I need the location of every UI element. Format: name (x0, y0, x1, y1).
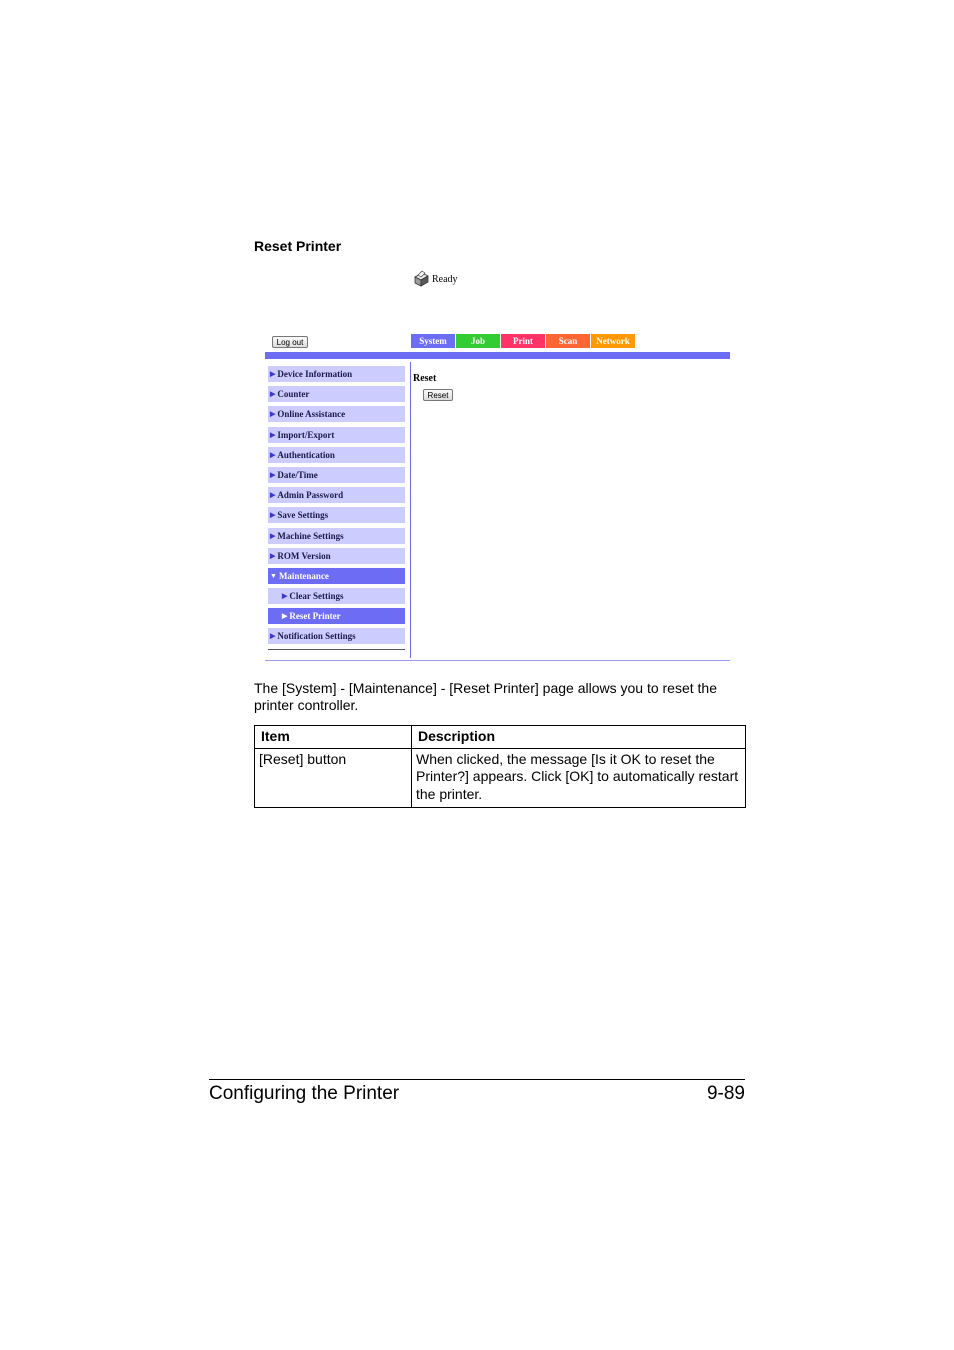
printer-status (412, 270, 458, 288)
description-table (254, 725, 746, 808)
table-header: Item (255, 726, 412, 749)
footer-divider (265, 660, 730, 661)
sidebar-item-maintenance[interactable] (268, 568, 405, 584)
reset-button[interactable]: Reset (423, 389, 453, 401)
sidebar-item-device-information[interactable] (268, 366, 405, 382)
arrow-right-icon: ▶ (270, 470, 276, 479)
table-cell: When clicked, the message [Is it OK to reset the Printer?] appears. Click [OK] to automatically restart the printer. (412, 748, 746, 808)
arrow-right-icon: ▶ (270, 450, 276, 459)
table-header: Description (412, 726, 746, 749)
arrow-right-icon: ▶ (270, 370, 276, 378)
tab-job[interactable]: Job (456, 334, 500, 348)
sidebar-item-admin-password[interactable] (268, 487, 405, 503)
arrow-right-icon: ▶ (270, 491, 276, 500)
arrow-right-icon: ▶ (270, 430, 276, 439)
sidebar-item-label: ROM Version (277, 550, 331, 561)
tab-network[interactable]: Network (591, 334, 635, 348)
arrow-right-icon: ▶ (270, 551, 276, 560)
sidebar-item-label: Online Assistance (277, 409, 346, 420)
sidebar-item-label: Device Information (277, 369, 353, 379)
footer-chapter-title: Configuring the Printer (209, 1083, 400, 1104)
table-row (255, 748, 746, 808)
sidebar-nav (268, 366, 405, 649)
sidebar-item-label: Admin Password (277, 490, 344, 501)
sidebar-item-reset-printer[interactable] (268, 608, 405, 624)
sidebar-item-online-assistance[interactable] (268, 406, 405, 422)
tab-system[interactable]: System (411, 334, 455, 348)
sidebar-item-label: Save Settings (277, 510, 329, 521)
arrow-right-icon: ▶ (270, 511, 276, 520)
description-text: The [System] - [Maintenance] - [Reset Printer] page allows you to reset the printer controller. (254, 680, 717, 713)
sidebar-item-rom-version[interactable] (268, 548, 405, 564)
sidebar-item-label: Reset Printer (289, 611, 341, 622)
arrow-right-icon: ▶ (270, 410, 276, 419)
arrow-right-icon: ▶ (282, 612, 288, 621)
sidebar-item-label: Notification Settings (277, 631, 356, 642)
sidebar-item-counter[interactable] (268, 386, 405, 402)
arrow-right-icon: ▶ (270, 531, 276, 540)
sidebar-item-label: Maintenance (278, 570, 329, 581)
tab-print[interactable]: Print (501, 334, 545, 348)
status-label: Ready (432, 273, 458, 285)
sidebar-item-label: Machine Settings (277, 530, 344, 541)
sidebar-item-label: Authentication (277, 449, 335, 460)
arrow-down-icon: ▼ (270, 571, 277, 580)
content-divider (410, 362, 411, 658)
logout-button[interactable]: Log out (272, 336, 308, 348)
table-cell: [Reset] button (255, 748, 412, 808)
sidebar-item-save-settings[interactable] (268, 507, 405, 523)
sidebar-divider (268, 649, 405, 650)
page-number: 9-89 (706, 1083, 745, 1104)
arrow-right-icon: ▶ (270, 390, 276, 399)
tab-scan[interactable]: Scan (546, 334, 590, 348)
sidebar-item-label: Counter (277, 389, 310, 400)
arrow-right-icon: ▶ (270, 632, 276, 641)
table-header-row (255, 726, 746, 749)
header-bar (265, 352, 730, 359)
sidebar-item-clear-settings[interactable] (268, 588, 405, 604)
printer-icon (412, 270, 430, 288)
footer-rule (209, 1079, 745, 1080)
sidebar-item-machine-settings[interactable] (268, 528, 405, 544)
sidebar-item-notification-settings[interactable] (268, 628, 405, 644)
tab-bar (411, 334, 635, 348)
sidebar-item-date-time[interactable] (268, 467, 405, 483)
sidebar-item-import-export[interactable] (268, 427, 405, 443)
sidebar-item-label: Clear Settings (289, 591, 344, 602)
section-title: Reset Printer (254, 238, 342, 254)
content-heading: Reset (413, 373, 437, 384)
sidebar-item-label: Date/Time (277, 469, 318, 480)
sidebar-item-authentication[interactable] (268, 447, 405, 463)
sidebar-item-label: Import/Export (277, 429, 335, 440)
arrow-right-icon: ▶ (282, 592, 288, 601)
